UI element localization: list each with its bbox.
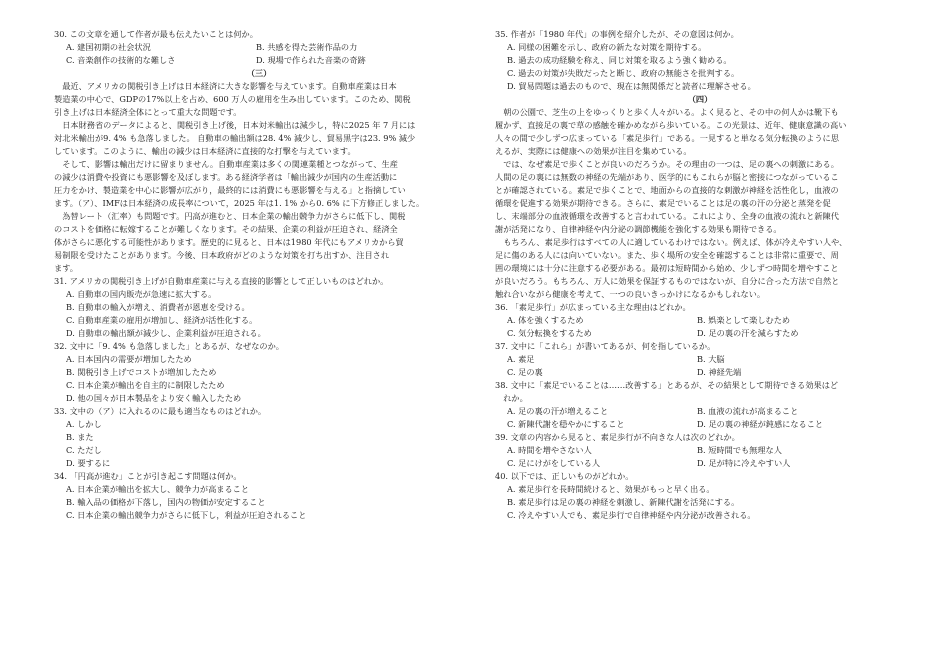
answer-option: A. 建国初期の社会状況 [66, 42, 151, 52]
answer-option-row [507, 444, 782, 456]
question-line: 32. 文中に「9. 4% も急落しました」とあるが、なぜなのか。 [54, 341, 284, 351]
answer-option: C. 足の裏 [507, 367, 543, 377]
question-line: 30. この文章を通して作者が最も伝えたいことは何か。 [54, 29, 258, 39]
answer-option-row [66, 54, 366, 66]
question-line: 38. 文中に「素足でいることは……改善する」とあるが、その結果として期待できる効果はど [495, 380, 839, 390]
answer-option: C. 日本企業が輸出を自主的に制限したため [66, 380, 225, 390]
answer-option-row [507, 457, 790, 469]
passage-line: 循環を促進する効果が期待できる。さらに、素足でいることは足の裏の汗の分泌と蒸発を促 [495, 198, 831, 208]
passage-line: 囲の環境には十分に注意する必要がある。最初は短時間から始め、少しずつ時間を増やすこと [495, 263, 839, 273]
passage-line: とが確認されている。素足で歩くことで、地面からの直接的な刺激が神経を活性化し，血液の [495, 185, 839, 195]
passage-line: 製造業の中心で、GDPの17%以上を占め、600 万人の雇用を生み出しています。このため、関税 [54, 94, 411, 104]
question-line: 40. 以下では、正しいものがどれか。 [495, 471, 634, 481]
answer-option: C. 冷えやすい人でも、素足歩行で自律神経や内分泌が改善される。 [507, 510, 756, 520]
passage-line: では、なぜ素足で歩くことが良いのだろうか。その理由の一つは、足の裏への刺激にある。 [495, 159, 839, 169]
answer-option: B. 共感を得た芸術作品の力 [256, 42, 358, 52]
passage-line: 触れ合いながら健康を考えて、一つの良いきっかけになるかもしれない。 [495, 289, 766, 299]
answer-option: A. 素足 [507, 354, 535, 364]
answer-option: A. 日本企業が輸出を拡大し、競争力が高まること [66, 484, 250, 494]
answer-option: A. 日本国内の需要が増加したため [66, 354, 192, 364]
passage-line: そして、影響は輸出だけに留まりません。自動車産業は多くの関連業種とつながって、生産 [54, 159, 398, 169]
question-line: 31. アメリカの関税引き上げが自動車産業に与える直接的影響として正しいものはどれか。 [54, 276, 389, 286]
answer-option: D. 貿易問題は過去のもので、現在は無関係だと読者に理解させる。 [507, 81, 756, 91]
passage-line: 人間の足の裏には無数の神経の先端があり、医学的にもこれらが脳と密接につながっているこ [495, 172, 839, 182]
passage-line: しています。このように、輸出の減少は日本経済に直接的な打撃を与えています。 [54, 146, 356, 156]
answer-option: C. 新陳代謝を穏やかにすること [507, 419, 625, 429]
answer-option: A. 同様の困難を示し、政府の新たな対策を期待する。 [507, 42, 707, 52]
answer-option: B. 血液の流れが高まること [697, 406, 799, 416]
answer-option-row [507, 314, 790, 326]
passage-line: 対北米輸出が9. 4% も急落しました。 自動車の輸出額は28. 4% 減少し、貿易黒字は23. 9% 減少 [54, 133, 416, 143]
passage-line: 易制限を受けたことがあります。今後、日本政府がどのような対策を打ち出すか、注目され [54, 250, 390, 260]
question-line: 35. 作者が「1980 年代」の事例を紹介したが、その意図は何か。 [495, 29, 739, 39]
answer-option-row [507, 353, 725, 365]
passage-line: 人々の間で少しずつ広まっている「素足歩行」である。一見すると単なる気分転換のように思 [495, 133, 839, 143]
passage-line: 圧力をかけ、製造業を中心に影響が広がり，最終的には消費にも悪影響を与える」と指摘してい [54, 185, 406, 195]
passage-line: 謝が活発になり、自律神経や内分泌の調節機能を強化する効果も期待できる。 [495, 224, 782, 234]
answer-option: D. 要するに [66, 458, 111, 468]
section-heading: （三） [246, 68, 272, 78]
answer-option-row [507, 327, 799, 339]
passage-line: もちろん、素足歩行はすべての人に適しているわけではない。例えば、体が冷えやすい人や、 [495, 237, 848, 247]
answer-option: B. 素足歩行は足の裏の神経を刺激し、新陳代謝を活発にする。 [507, 497, 740, 507]
answer-option: C. 気分転換をするため [507, 328, 592, 338]
passage-line: 為替レート（汇率）も問題です。円高が進むと、日本企業の輸出競争力がさらに低下し、関税 [54, 211, 406, 221]
passage-line: 最近、アメリカの関税引き上げは日本経済に大きな影響を与えています。自動車産業は日本 [54, 81, 397, 91]
question-line: れか。 [495, 393, 528, 403]
passage-line: ます。 [54, 263, 78, 273]
answer-option: D. 神経先端 [697, 367, 742, 377]
question-line: 37. 文中に「これら」が書いてあるが、何を指しているか。 [495, 341, 716, 351]
passage-line: えるが、実際には健康への効果が注目を集めている。 [495, 146, 692, 156]
answer-option: B. 過去の成功経験を称え、同じ対策を取るよう強く勧める。 [507, 55, 732, 65]
answer-option: C. 足にけがをしている人 [507, 458, 601, 468]
question-line: 33. 文中の（ア）に入れるのに最も適当なものはどれか。 [54, 406, 267, 416]
answer-option: D. 足の裏の汗を減らすため [697, 328, 799, 338]
answer-option: A. 体を強くするため [507, 315, 584, 325]
answer-option: B. 輸入品の価格が下落し，国内の物価が安定すること [66, 497, 266, 507]
passage-line: の減少は消費や投資にも悪影響を及ぼします。ある経済学者は「輸出減少が国内の生産活動に [54, 172, 398, 182]
answer-option: B. 自動車の輸入が増え、消費者が恩恵を受ける。 [66, 302, 250, 312]
answer-option: A. 自動車の国内販売が急速に拡大する。 [66, 289, 217, 299]
answer-option-row [66, 41, 357, 53]
answer-option-row [507, 405, 798, 417]
passage-line: 朝の公園で、芝生の上をゆっくりと歩く人々がいる。よく見ると、その中の何人かは靴下も [495, 107, 839, 117]
answer-option: A. 時間を増やさない人 [507, 445, 592, 455]
passage-line: し、末端部分の血液循環を改善すると言われている。これにより、全身の血液の流れと新陳代 [495, 211, 839, 221]
passage-line: 引き上げは日本経済全体にとって重大な問題です。 [54, 107, 242, 117]
answer-option: A. 素足歩行を長時間続けると、効果がもっと早く出る。 [507, 484, 715, 494]
answer-option-row [507, 366, 741, 378]
answer-option: C. 自動車産業の雇用が増加し、経済が活性化する。 [66, 315, 258, 325]
passage-line: のコストを価格に転嫁することが難しくなります。その結果、企業の利益が圧迫され、経済全 [54, 224, 398, 234]
answer-option: C. 過去の対策が失敗だったと断じ、政府の無能さを批判する。 [507, 68, 740, 78]
answer-option: D. 現場で作られた音楽の奇跡 [256, 55, 366, 65]
answer-option: B. 娯楽として楽しむため [697, 315, 791, 325]
answer-option: A. しかし [66, 419, 102, 429]
answer-option: D. 自動車の輸出額が減少し、企業利益が圧迫される。 [66, 328, 266, 338]
answer-option: D. 足が特に冷えやすい人 [697, 458, 791, 468]
question-line: 34. 「円高が進む」ことが引き起こす問題は何か。 [54, 471, 242, 481]
answer-option-row [507, 418, 823, 430]
answer-option: B. 関税引き上げでコストが増加したため [66, 367, 217, 377]
answer-option: B. 短時間でも無理な人 [697, 445, 782, 455]
passage-line: ます。（ア）、IMFは日本経済の成長率について，2025 年は1. 1% から0. 6% に下方修正しました。 [54, 198, 425, 208]
answer-option: C. 日本企業の輸出競争力がさらに低下し，利益が圧迫されること [66, 510, 307, 520]
passage-line: が良いだろう。もちろん、万人に効果を保証するものではないが、自分に合った方法で自然と [495, 276, 840, 286]
answer-option: D. 足の裏の神経が鈍感になること [697, 419, 824, 429]
question-line: 36. 「素足歩行」が広まっている主な理由はどれか。 [495, 302, 691, 312]
passage-line: 履かず、直接足の裏で草の感触を確かめながら歩いている。この光景は、近年、健康意識の高い [495, 120, 847, 130]
answer-option: B. 大脳 [697, 354, 725, 364]
passage-line: 体がさらに悪化する可能性があります。歴史的に見ると、日本は1980 年代にもアメリカから貿 [54, 237, 404, 247]
answer-option: C. ただし [66, 445, 102, 455]
answer-option: B. また [66, 432, 94, 442]
answer-option: A. 足の裏の汗が増えること [507, 406, 609, 416]
section-heading: （四） [687, 94, 713, 104]
answer-option: C. 音楽創作の技術的な難しさ [66, 55, 176, 65]
answer-option: D. 他の国々が日本製品をより安く輸入したため [66, 393, 242, 403]
question-line: 39. 文章の内容から見ると、素足歩行が不向きな人は次のどれか。 [495, 432, 740, 442]
passage-line: 足に傷のある人には向いていない。また、歩く場所の安全を確認することは非常に重要で、周 [495, 250, 839, 260]
passage-line: 日本財務省のデータによると、関税引き上げ後，日本対米輸出は減少し，特に2025 年 7 月には [54, 120, 416, 130]
